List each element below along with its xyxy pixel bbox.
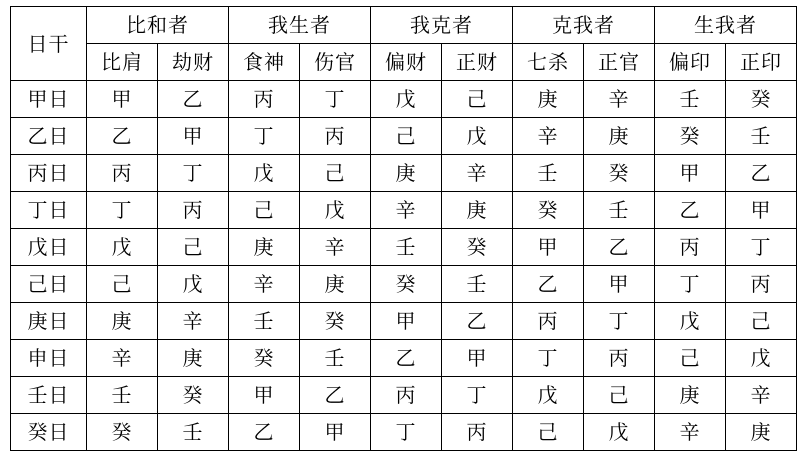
cell-r2-c8: 甲 <box>655 155 726 192</box>
cell-r5-c3: 庚 <box>300 266 371 303</box>
cell-r1-c9: 壬 <box>726 118 797 155</box>
table-row <box>11 414 797 451</box>
cell-r9-c5: 丙 <box>442 414 513 451</box>
cell-r5-c7: 甲 <box>584 266 655 303</box>
cell-r5-c1: 戊 <box>158 266 229 303</box>
table-header-row-subs <box>11 44 797 81</box>
sub-header-8: 偏印 <box>655 44 726 81</box>
table-row <box>11 340 797 377</box>
cell-r7-c1: 庚 <box>158 340 229 377</box>
sub-header-2: 食神 <box>229 44 300 81</box>
table-row <box>11 266 797 303</box>
cell-r8-c7: 己 <box>584 377 655 414</box>
sub-header-7: 正官 <box>584 44 655 81</box>
cell-r4-c8: 丙 <box>655 229 726 266</box>
row-header-3: 丁日 <box>11 192 87 229</box>
cell-r8-c2: 甲 <box>229 377 300 414</box>
cell-r6-c3: 癸 <box>300 303 371 340</box>
cell-r3-c8: 乙 <box>655 192 726 229</box>
cell-r4-c7: 乙 <box>584 229 655 266</box>
cell-r1-c4: 己 <box>371 118 442 155</box>
table-row <box>11 303 797 340</box>
cell-r8-c0: 壬 <box>87 377 158 414</box>
cell-r8-c5: 丁 <box>442 377 513 414</box>
cell-r6-c4: 甲 <box>371 303 442 340</box>
cell-r3-c7: 壬 <box>584 192 655 229</box>
cell-r4-c6: 甲 <box>513 229 584 266</box>
sub-header-4: 偏财 <box>371 44 442 81</box>
cell-r1-c1: 甲 <box>158 118 229 155</box>
group-header-3: 克我者 <box>513 7 655 44</box>
cell-r6-c9: 己 <box>726 303 797 340</box>
cell-r3-c4: 辛 <box>371 192 442 229</box>
cell-r4-c4: 壬 <box>371 229 442 266</box>
cell-r5-c6: 乙 <box>513 266 584 303</box>
cell-r5-c2: 辛 <box>229 266 300 303</box>
corner-label: 日干 <box>11 7 87 81</box>
cell-r2-c6: 壬 <box>513 155 584 192</box>
cell-r2-c3: 己 <box>300 155 371 192</box>
table-row <box>11 192 797 229</box>
cell-r4-c3: 辛 <box>300 229 371 266</box>
cell-r9-c7: 戊 <box>584 414 655 451</box>
cell-r7-c2: 癸 <box>229 340 300 377</box>
cell-r7-c4: 乙 <box>371 340 442 377</box>
cell-r1-c5: 戊 <box>442 118 513 155</box>
cell-r1-c6: 辛 <box>513 118 584 155</box>
cell-r3-c9: 甲 <box>726 192 797 229</box>
cell-r3-c3: 戊 <box>300 192 371 229</box>
sub-header-0: 比肩 <box>87 44 158 81</box>
cell-r9-c2: 乙 <box>229 414 300 451</box>
sub-header-1: 劫财 <box>158 44 229 81</box>
cell-r7-c8: 己 <box>655 340 726 377</box>
cell-r6-c5: 乙 <box>442 303 513 340</box>
cell-r3-c6: 癸 <box>513 192 584 229</box>
cell-r7-c0: 辛 <box>87 340 158 377</box>
cell-r9-c9: 庚 <box>726 414 797 451</box>
cell-r1-c3: 丙 <box>300 118 371 155</box>
row-header-6: 庚日 <box>11 303 87 340</box>
row-header-0: 甲日 <box>11 81 87 118</box>
cell-r7-c5: 甲 <box>442 340 513 377</box>
cell-r0-c6: 庚 <box>513 81 584 118</box>
cell-r0-c0: 甲 <box>87 81 158 118</box>
table-header-row-groups <box>11 7 797 44</box>
table-row <box>11 377 797 414</box>
cell-r7-c7: 丙 <box>584 340 655 377</box>
cell-r9-c0: 癸 <box>87 414 158 451</box>
cell-r8-c4: 丙 <box>371 377 442 414</box>
group-header-1: 我生者 <box>229 7 371 44</box>
table-row <box>11 118 797 155</box>
row-header-9: 癸日 <box>11 414 87 451</box>
cell-r9-c4: 丁 <box>371 414 442 451</box>
cell-r3-c5: 庚 <box>442 192 513 229</box>
cell-r6-c7: 丁 <box>584 303 655 340</box>
sub-header-3: 伤官 <box>300 44 371 81</box>
cell-r2-c4: 庚 <box>371 155 442 192</box>
cell-r8-c8: 庚 <box>655 377 726 414</box>
row-header-2: 丙日 <box>11 155 87 192</box>
cell-r9-c1: 壬 <box>158 414 229 451</box>
cell-r0-c3: 丁 <box>300 81 371 118</box>
cell-r0-c2: 丙 <box>229 81 300 118</box>
cell-r0-c9: 癸 <box>726 81 797 118</box>
cell-r8-c9: 辛 <box>726 377 797 414</box>
cell-r2-c1: 丁 <box>158 155 229 192</box>
cell-r0-c7: 辛 <box>584 81 655 118</box>
ten-gods-table <box>10 6 797 451</box>
table-row <box>11 229 797 266</box>
cell-r2-c7: 癸 <box>584 155 655 192</box>
cell-r8-c6: 戊 <box>513 377 584 414</box>
sub-header-6: 七杀 <box>513 44 584 81</box>
row-header-8: 壬日 <box>11 377 87 414</box>
cell-r3-c0: 丁 <box>87 192 158 229</box>
group-header-4: 生我者 <box>655 7 797 44</box>
cell-r8-c3: 乙 <box>300 377 371 414</box>
cell-r1-c8: 癸 <box>655 118 726 155</box>
cell-r2-c5: 辛 <box>442 155 513 192</box>
cell-r5-c5: 壬 <box>442 266 513 303</box>
cell-r6-c6: 丙 <box>513 303 584 340</box>
cell-r3-c1: 丙 <box>158 192 229 229</box>
cell-r4-c5: 癸 <box>442 229 513 266</box>
cell-r5-c8: 丁 <box>655 266 726 303</box>
cell-r7-c6: 丁 <box>513 340 584 377</box>
cell-r9-c3: 甲 <box>300 414 371 451</box>
row-header-7: 申日 <box>11 340 87 377</box>
cell-r2-c2: 戊 <box>229 155 300 192</box>
cell-r6-c8: 戊 <box>655 303 726 340</box>
group-header-2: 我克者 <box>371 7 513 44</box>
cell-r2-c9: 乙 <box>726 155 797 192</box>
cell-r1-c2: 丁 <box>229 118 300 155</box>
cell-r0-c8: 壬 <box>655 81 726 118</box>
cell-r6-c1: 辛 <box>158 303 229 340</box>
table-row <box>11 81 797 118</box>
cell-r0-c4: 戊 <box>371 81 442 118</box>
cell-r1-c0: 乙 <box>87 118 158 155</box>
cell-r2-c0: 丙 <box>87 155 158 192</box>
table-row <box>11 155 797 192</box>
cell-r7-c3: 壬 <box>300 340 371 377</box>
cell-r4-c0: 戊 <box>87 229 158 266</box>
sub-header-9: 正印 <box>726 44 797 81</box>
cell-r0-c5: 己 <box>442 81 513 118</box>
row-header-5: 己日 <box>11 266 87 303</box>
cell-r9-c8: 辛 <box>655 414 726 451</box>
cell-r5-c4: 癸 <box>371 266 442 303</box>
cell-r7-c9: 戊 <box>726 340 797 377</box>
cell-r4-c9: 丁 <box>726 229 797 266</box>
cell-r6-c2: 壬 <box>229 303 300 340</box>
cell-r4-c2: 庚 <box>229 229 300 266</box>
sub-header-5: 正财 <box>442 44 513 81</box>
cell-r8-c1: 癸 <box>158 377 229 414</box>
cell-r3-c2: 己 <box>229 192 300 229</box>
cell-r9-c6: 己 <box>513 414 584 451</box>
cell-r0-c1: 乙 <box>158 81 229 118</box>
cell-r1-c7: 庚 <box>584 118 655 155</box>
group-header-0: 比和者 <box>87 7 229 44</box>
cell-r6-c0: 庚 <box>87 303 158 340</box>
cell-r5-c9: 丙 <box>726 266 797 303</box>
cell-r5-c0: 己 <box>87 266 158 303</box>
row-header-4: 戊日 <box>11 229 87 266</box>
cell-r4-c1: 己 <box>158 229 229 266</box>
row-header-1: 乙日 <box>11 118 87 155</box>
